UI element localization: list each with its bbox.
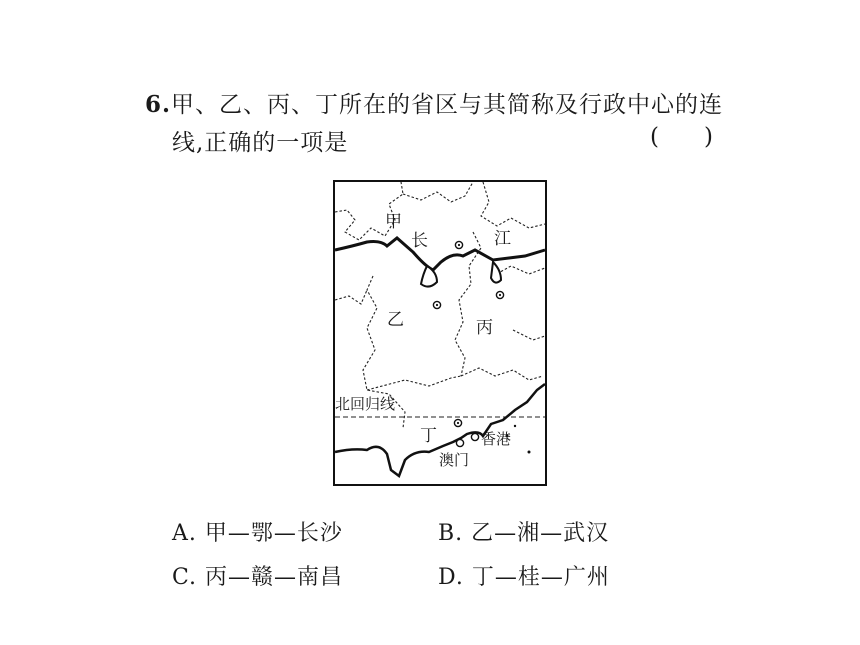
label-jia: 甲: [385, 212, 402, 232]
island-dot: [528, 451, 531, 454]
label-ding: 丁: [420, 426, 437, 446]
macau-marker: [456, 439, 463, 446]
label-yi: 乙: [387, 310, 404, 330]
question-text-2: 线,正确的一项是: [172, 130, 349, 156]
question-line-1: [145, 86, 723, 119]
label-bing: 丙: [476, 318, 493, 338]
label-macau: 澳门: [439, 451, 470, 469]
answer-paren-open: (: [650, 124, 659, 150]
option-a: A. 甲—鄂—长沙: [172, 521, 343, 546]
label-hongkong: 香港: [481, 430, 512, 448]
option-c: C. 丙—赣—南昌: [172, 565, 344, 590]
map-figure: [333, 180, 547, 486]
hongkong-marker: [471, 433, 478, 440]
label-jiang: 江: [494, 229, 511, 249]
label-chang: 长: [411, 231, 428, 251]
island-dot: [514, 425, 516, 427]
label-tropic-of-cancer: 北回归线: [335, 395, 396, 413]
map-drawing: [333, 180, 547, 486]
option-d: D. 丁—桂—广州: [438, 565, 610, 590]
question-text-1: 甲、乙、丙、丁所在的省区与其简称及行政中心的连: [171, 92, 724, 118]
question-number: 6.: [145, 91, 172, 118]
option-b: B. 乙—湘—武汉: [438, 521, 610, 546]
map-frame: [334, 181, 546, 485]
answer-paren-close: ): [704, 124, 713, 150]
